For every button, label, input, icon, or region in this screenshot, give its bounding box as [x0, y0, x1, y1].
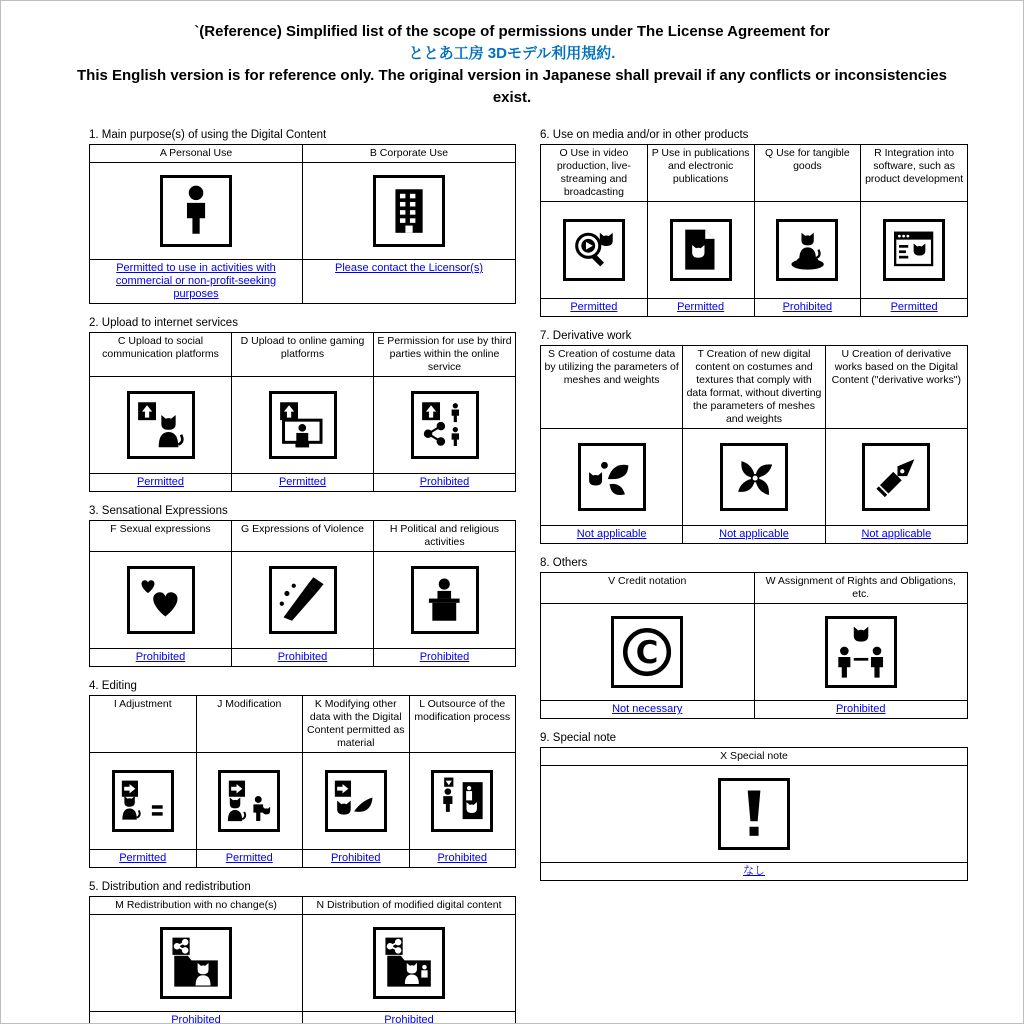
section-title: 1. Main purpose(s) of using the Digital Content — [89, 129, 327, 141]
status-link[interactable]: Permitted — [225, 852, 273, 864]
status-link[interactable]: Prohibited — [782, 301, 833, 313]
item-icon-cell — [409, 753, 516, 850]
modified-distribution-icon — [373, 927, 445, 999]
item-icon-cell — [90, 915, 303, 1012]
section-title: 6. Use on media and/or in other products — [540, 129, 749, 141]
section-title: 4. Editing — [89, 680, 137, 692]
item-label: X Special note — [541, 748, 968, 766]
item-status-cell — [303, 850, 410, 868]
redistribution-icon — [160, 927, 232, 999]
item-label: K Modifying other data with the Digital Content permitted as material — [303, 696, 410, 753]
status-link[interactable]: Permitted — [890, 301, 938, 313]
item-icon-cell — [374, 377, 516, 474]
item-icon-cell — [196, 753, 303, 850]
status-link[interactable]: Prohibited — [835, 703, 886, 715]
content-columns — [89, 129, 1023, 1024]
section-3 — [89, 505, 516, 667]
item-label: B Corporate Use — [303, 145, 516, 163]
section-2 — [89, 317, 516, 492]
item-status-cell — [90, 1012, 303, 1024]
status-link[interactable]: Permitted — [119, 852, 167, 864]
item-status-cell — [196, 850, 303, 868]
permission-table — [540, 572, 968, 719]
permission-table — [89, 695, 516, 868]
status-link[interactable]: Not applicable — [576, 528, 647, 540]
permission-table — [89, 332, 516, 492]
status-link[interactable]: Prohibited — [419, 476, 470, 488]
status-link[interactable]: Not applicable — [861, 528, 932, 540]
item-status-cell — [541, 526, 683, 544]
page-title-line1: `(Reference) Simplified list of the scope of permissions under The License Agreement for — [194, 23, 830, 40]
item-label: S Creation of costume data by utilizing the parameters of meshes and weights — [541, 346, 683, 429]
item-label: L Outsource of the modification process — [409, 696, 516, 753]
person-icon — [160, 175, 232, 247]
permission-table — [89, 520, 516, 667]
costume-new-icon — [720, 443, 788, 511]
video-production-icon — [563, 219, 625, 281]
item-status-cell — [647, 299, 754, 317]
item-status-cell — [232, 474, 374, 492]
item-label: T Creation of new digital content on costumes and textures that comply with data format, without diverting the parameters of meshes and weights — [683, 346, 825, 429]
section-title: 9. Special note — [540, 732, 617, 744]
permission-table — [89, 896, 516, 1024]
section-title: 3. Sensational Expressions — [89, 505, 228, 517]
item-icon-cell — [825, 429, 967, 526]
item-icon-cell — [90, 753, 197, 850]
modification-icon — [218, 770, 280, 832]
section-title: 2. Upload to internet services — [89, 317, 238, 329]
item-status-cell — [754, 701, 968, 719]
item-status-cell — [303, 1012, 516, 1024]
section-9 — [540, 732, 968, 881]
item-status-cell — [683, 526, 825, 544]
item-label: Q Use for tangible goods — [754, 145, 861, 202]
section-7 — [540, 330, 968, 544]
item-status-cell — [861, 299, 968, 317]
item-label: N Distribution of modified digital content — [303, 897, 516, 915]
item-label: G Expressions of Violence — [232, 521, 374, 552]
item-icon-cell — [232, 552, 374, 649]
costume-params-icon — [578, 443, 646, 511]
status-link[interactable]: Permitted — [136, 476, 185, 488]
page-title-japanese: ととあ工房 3Dモデル利用規約. — [408, 45, 616, 62]
item-icon-cell — [232, 377, 374, 474]
upload-social-icon — [127, 391, 195, 459]
item-status-cell — [90, 850, 197, 868]
section-6 — [540, 129, 968, 317]
status-link[interactable]: Prohibited — [384, 1014, 434, 1024]
item-label: R Integration into software, such as product development — [861, 145, 968, 202]
section-5 — [89, 881, 516, 1024]
permission-table — [540, 144, 968, 317]
item-status-cell — [90, 260, 303, 304]
status-link[interactable]: Not necessary — [612, 703, 683, 715]
item-label: M Redistribution with no change(s) — [90, 897, 303, 915]
knife-icon — [269, 566, 337, 634]
derivative-pen-icon — [862, 443, 930, 511]
item-icon-cell — [374, 552, 516, 649]
item-icon-cell — [683, 429, 825, 526]
right-column — [540, 129, 968, 894]
item-label: D Upload to online gaming platforms — [232, 333, 374, 377]
item-label: O Use in video production, live-streaming and broadcasting — [541, 145, 648, 202]
item-status-cell — [374, 649, 516, 667]
permission-table — [89, 144, 516, 304]
item-icon-cell — [90, 377, 232, 474]
item-label: W Assignment of Rights and Obligations, etc. — [754, 573, 968, 604]
tangible-goods-icon — [776, 219, 838, 281]
status-link[interactable]: なし — [743, 865, 765, 877]
permission-table — [540, 345, 968, 544]
item-status-cell — [541, 701, 755, 719]
status-link[interactable]: Permitted to use in activities with commercial or non-profit-seeking purposes — [115, 262, 277, 300]
item-icon-cell — [303, 163, 516, 260]
item-status-cell — [232, 649, 374, 667]
item-status-cell — [409, 850, 516, 868]
item-status-cell — [825, 526, 967, 544]
item-status-cell — [541, 299, 648, 317]
third-party-use-icon — [411, 391, 479, 459]
status-link[interactable]: Prohibited — [330, 852, 381, 864]
item-icon-cell — [541, 429, 683, 526]
item-icon-cell — [541, 202, 648, 299]
status-link[interactable]: Prohibited — [277, 651, 328, 663]
item-icon-cell — [754, 604, 968, 701]
item-label: V Credit notation — [541, 573, 755, 604]
item-label: E Permission for use by third parties within the online service — [374, 333, 516, 377]
status-link[interactable]: Prohibited — [419, 651, 470, 663]
item-icon-cell — [861, 202, 968, 299]
section-title: 5. Distribution and redistribution — [89, 881, 251, 893]
item-label: H Political and religious activities — [374, 521, 516, 552]
status-link[interactable]: Permitted — [677, 301, 725, 313]
item-icon-cell — [303, 753, 410, 850]
software-icon — [883, 219, 945, 281]
status-link[interactable]: Prohibited — [437, 852, 488, 864]
podium-icon — [411, 566, 479, 634]
item-status-cell — [754, 299, 861, 317]
status-link[interactable]: Prohibited — [135, 651, 186, 663]
item-icon-cell — [541, 766, 968, 863]
item-status-cell — [374, 474, 516, 492]
publication-icon — [670, 219, 732, 281]
building-icon — [373, 175, 445, 247]
item-icon-cell — [541, 604, 755, 701]
outsource-icon — [431, 770, 493, 832]
svg-text:C: C — [635, 634, 659, 671]
section-8 — [540, 557, 968, 719]
page-header — [1, 21, 1023, 109]
item-status-cell — [303, 260, 516, 304]
exclamation-icon — [718, 778, 790, 850]
hearts-icon — [127, 566, 195, 634]
item-icon-cell — [90, 163, 303, 260]
item-label: P Use in publications and electronic publications — [647, 145, 754, 202]
item-icon-cell — [90, 552, 232, 649]
section-4 — [89, 680, 516, 868]
item-icon-cell — [303, 915, 516, 1012]
section-1 — [89, 129, 516, 304]
item-icon-cell — [647, 202, 754, 299]
status-link[interactable]: Permitted — [570, 301, 618, 313]
adjustment-icon — [112, 770, 174, 832]
item-icon-cell — [754, 202, 861, 299]
left-column — [89, 129, 516, 1024]
permission-table — [540, 747, 968, 881]
item-label: I Adjustment — [90, 696, 197, 753]
upload-gaming-icon — [269, 391, 337, 459]
item-label: F Sexual expressions — [90, 521, 232, 552]
modify-other-data-icon — [325, 770, 387, 832]
copyright-icon — [611, 616, 683, 688]
item-status-cell — [90, 474, 232, 492]
item-label: U Creation of derivative works based on the Digital Content ("derivative works") — [825, 346, 967, 429]
item-status-cell — [90, 649, 232, 667]
status-link[interactable]: Permitted — [278, 476, 327, 488]
item-status-cell — [541, 863, 968, 881]
section-title: 7. Derivative work — [540, 330, 632, 342]
status-link[interactable]: Please contact the Licensor(s) — [335, 262, 483, 274]
section-title: 8. Others — [540, 557, 588, 569]
page-title-line3: This English version is for reference only. The original version in Japanese shall prevail if any conflicts or inconsistencies exist. — [77, 67, 947, 106]
item-label: C Upload to social communication platforms — [90, 333, 232, 377]
item-label: J Modification — [196, 696, 303, 753]
status-link[interactable]: Not applicable — [719, 528, 789, 540]
assignment-icon — [825, 616, 897, 688]
item-label: A Personal Use — [90, 145, 303, 163]
status-link[interactable]: Prohibited — [171, 1014, 221, 1024]
